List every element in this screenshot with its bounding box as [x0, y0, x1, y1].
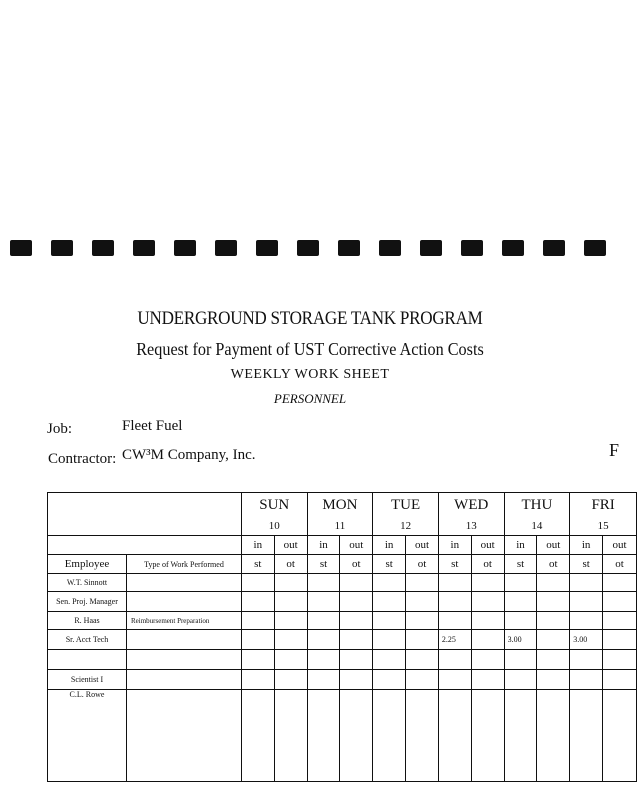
hours-cell	[603, 670, 637, 690]
table-row	[48, 690, 637, 782]
hours-cell	[274, 592, 307, 612]
dash	[502, 240, 524, 256]
hours-cell	[307, 574, 340, 592]
work-cell: Reimbursement Preparation	[127, 612, 242, 630]
hours-cell	[438, 670, 471, 690]
hours-cell	[603, 612, 637, 630]
in-label: in	[504, 536, 537, 555]
ot-label: ot	[603, 555, 637, 574]
hours-cell	[241, 592, 274, 612]
employee-cell: C.L. Rowe	[48, 690, 127, 782]
hours-cell	[241, 650, 274, 670]
employee-cell: R. Haas	[48, 612, 127, 630]
dash	[297, 240, 319, 256]
hours-cell	[537, 670, 570, 690]
hours-cell	[274, 630, 307, 650]
day-date: 12	[373, 517, 439, 536]
employee-cell: W.T. Sinnott	[48, 574, 127, 592]
hours-cell	[603, 574, 637, 592]
day-date: 11	[307, 517, 373, 536]
blank-cell	[48, 536, 242, 555]
hours-cell	[438, 612, 471, 630]
dash	[461, 240, 483, 256]
work-cell	[127, 574, 242, 592]
hours-cell	[340, 670, 373, 690]
employee-rows	[48, 574, 637, 782]
hours-cell	[504, 670, 537, 690]
hours-cell	[373, 670, 406, 690]
hours-cell	[570, 690, 603, 782]
hours-cell	[241, 574, 274, 592]
st-label: st	[438, 555, 471, 574]
hours-cell	[406, 592, 439, 612]
dash	[379, 240, 401, 256]
dash	[338, 240, 360, 256]
table-row	[48, 574, 637, 592]
contractor-value: CW³M Company, Inc.	[122, 447, 256, 463]
st-ot-row	[48, 555, 637, 574]
work-cell	[127, 650, 242, 670]
st-label: st	[241, 555, 274, 574]
hours-cell: 3.00	[570, 630, 603, 650]
hours-cell	[504, 574, 537, 592]
day-date: 10	[241, 517, 307, 536]
dash	[51, 240, 73, 256]
hours-cell	[438, 574, 471, 592]
day-name: WED	[438, 493, 504, 518]
work-cell	[127, 592, 242, 612]
hours-cell	[471, 592, 504, 612]
hours-cell	[274, 612, 307, 630]
hours-cell	[471, 650, 504, 670]
hours-cell	[504, 650, 537, 670]
dash	[10, 240, 32, 256]
work-cell	[127, 630, 242, 650]
hours-cell	[373, 574, 406, 592]
employee-cell: Scientist I	[48, 670, 127, 690]
st-label: st	[307, 555, 340, 574]
employee-cell	[48, 650, 127, 670]
out-label: out	[603, 536, 637, 555]
hours-cell	[274, 650, 307, 670]
hours-cell	[406, 612, 439, 630]
program-title: UNDERGROUND STORAGE TANK PROGRAM	[137, 308, 483, 329]
hours-cell	[307, 670, 340, 690]
hours-cell	[340, 650, 373, 670]
hours-cell	[307, 612, 340, 630]
hours-cell	[438, 592, 471, 612]
hours-cell	[340, 574, 373, 592]
hours-cell	[570, 574, 603, 592]
cut-off-letter: F	[609, 440, 620, 460]
in-out-row	[48, 536, 637, 555]
hours-cell	[307, 630, 340, 650]
day-name: SUN	[241, 493, 307, 518]
hours-cell	[603, 592, 637, 612]
in-label: in	[373, 536, 406, 555]
hours-cell	[504, 612, 537, 630]
hours-cell	[340, 592, 373, 612]
hours-cell	[504, 690, 537, 782]
table-row	[48, 670, 637, 690]
out-label: out	[340, 536, 373, 555]
hours-cell	[373, 592, 406, 612]
worksheet-table-wrapper	[47, 492, 627, 800]
dash	[584, 240, 606, 256]
work-header: Type of Work Performed	[127, 555, 242, 574]
hours-cell	[537, 650, 570, 670]
work-cell	[127, 670, 242, 690]
hours-cell	[471, 690, 504, 782]
hours-cell: 3.00	[504, 630, 537, 650]
hours-cell	[406, 630, 439, 650]
day-name: FRI	[570, 493, 637, 518]
ot-label: ot	[274, 555, 307, 574]
personnel-title: PERSONNEL	[273, 391, 347, 406]
hours-cell	[241, 670, 274, 690]
hours-cell	[340, 690, 373, 782]
ot-label: ot	[340, 555, 373, 574]
hours-cell	[307, 690, 340, 782]
ot-label: ot	[537, 555, 570, 574]
hours-cell	[406, 650, 439, 670]
hours-cell	[274, 670, 307, 690]
hours-cell	[241, 690, 274, 782]
hours-cell	[570, 650, 603, 670]
hours-cell	[570, 592, 603, 612]
table-row	[48, 592, 637, 612]
hours-cell	[307, 650, 340, 670]
hours-cell	[340, 612, 373, 630]
day-date: 13	[438, 517, 504, 536]
dash	[133, 240, 155, 256]
hours-cell	[438, 690, 471, 782]
day-date: 15	[570, 517, 637, 536]
day-date: 14	[504, 517, 570, 536]
hours-cell	[406, 574, 439, 592]
hours-cell	[373, 690, 406, 782]
dash	[420, 240, 442, 256]
dash	[215, 240, 237, 256]
hours-cell	[373, 630, 406, 650]
st-label: st	[504, 555, 537, 574]
hours-cell	[603, 650, 637, 670]
employee-cell: Sen. Proj. Manager	[48, 592, 127, 612]
hours-cell: 2.25	[438, 630, 471, 650]
out-label: out	[537, 536, 570, 555]
hours-cell	[373, 612, 406, 630]
hours-cell	[241, 630, 274, 650]
in-label: in	[570, 536, 603, 555]
ot-label: ot	[406, 555, 439, 574]
table-row	[48, 612, 637, 630]
employee-header: Employee	[48, 555, 127, 574]
employee-cell: Sr. Acct Tech	[48, 630, 127, 650]
dash	[174, 240, 196, 256]
ot-label: ot	[471, 555, 504, 574]
hours-cell	[504, 592, 537, 612]
hours-cell	[537, 592, 570, 612]
in-label: in	[307, 536, 340, 555]
hours-cell	[537, 630, 570, 650]
hours-cell	[471, 630, 504, 650]
table-row	[48, 630, 637, 650]
separator-dashes	[10, 240, 610, 258]
hours-cell	[537, 574, 570, 592]
st-label: st	[373, 555, 406, 574]
hours-cell	[406, 670, 439, 690]
hours-cell	[241, 612, 274, 630]
job-label: Job:	[47, 421, 73, 437]
worksheet-table	[47, 492, 637, 782]
hours-cell	[471, 670, 504, 690]
contractor-label: Contractor:	[48, 451, 117, 467]
hours-cell	[471, 574, 504, 592]
hours-cell	[570, 612, 603, 630]
day-name: TUE	[373, 493, 439, 518]
in-label: in	[241, 536, 274, 555]
hours-cell	[537, 612, 570, 630]
day-name: MON	[307, 493, 373, 518]
hours-cell	[307, 592, 340, 612]
blank-header-cell	[48, 493, 242, 536]
hours-cell	[603, 630, 637, 650]
request-title: Request for Payment of UST Corrective Action Costs	[136, 339, 484, 359]
worksheet-title: WEEKLY WORK SHEET	[230, 367, 390, 382]
hours-cell	[340, 630, 373, 650]
hours-cell	[274, 690, 307, 782]
hours-cell	[406, 690, 439, 782]
hours-cell	[274, 574, 307, 592]
out-label: out	[406, 536, 439, 555]
work-cell	[127, 690, 242, 782]
in-label: in	[438, 536, 471, 555]
hours-cell	[570, 670, 603, 690]
hours-cell	[603, 690, 637, 782]
out-label: out	[274, 536, 307, 555]
hours-cell	[471, 612, 504, 630]
dash	[256, 240, 278, 256]
out-label: out	[471, 536, 504, 555]
hours-cell	[537, 690, 570, 782]
hours-cell	[438, 650, 471, 670]
st-label: st	[570, 555, 603, 574]
day-name: THU	[504, 493, 570, 518]
table-row	[48, 650, 637, 670]
day-name-row	[48, 493, 637, 518]
job-value: Fleet Fuel	[122, 418, 183, 434]
dash	[543, 240, 565, 256]
hours-cell	[373, 650, 406, 670]
dash	[92, 240, 114, 256]
